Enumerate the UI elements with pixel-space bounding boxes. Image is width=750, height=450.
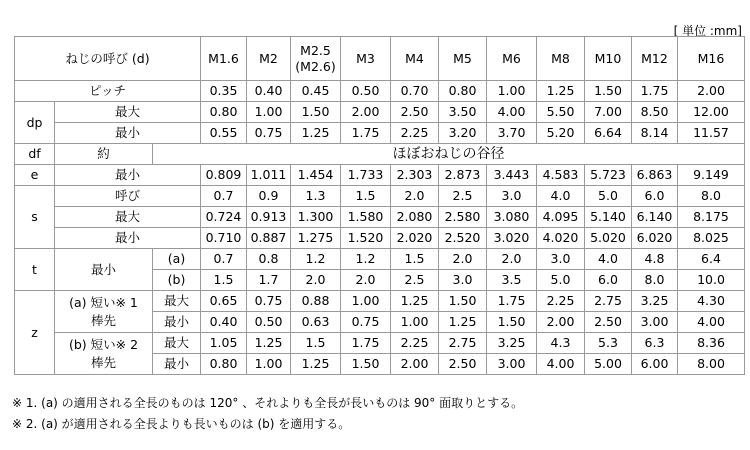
value-cell: 2.0 bbox=[291, 270, 341, 291]
z-variant-a-label: (a) 短い※ 1 棒先 bbox=[55, 291, 153, 333]
thread-size-header: ねじの呼び (d) bbox=[15, 37, 201, 81]
s-nominal-row bbox=[15, 186, 745, 207]
value-cell: 1.2 bbox=[291, 249, 341, 270]
value-cell: 0.7 bbox=[201, 249, 247, 270]
value-cell: 6.00 bbox=[632, 354, 678, 375]
value-cell: 0.75 bbox=[247, 123, 291, 144]
value-cell: 0.88 bbox=[291, 291, 341, 312]
dp-max-row bbox=[15, 102, 745, 123]
value-cell: 2.0 bbox=[391, 186, 439, 207]
footnote-1: ※ 1. (a) の適用される全長のものは 120° 、それよりも全長が長いものは 90° 面取りとする。 bbox=[12, 396, 524, 410]
value-cell: 3.25 bbox=[632, 291, 678, 312]
min-label: 最小 bbox=[55, 123, 201, 144]
value-cell: 1.25 bbox=[291, 123, 341, 144]
value-cell: 3.00 bbox=[487, 354, 537, 375]
value-cell: 2.25 bbox=[391, 333, 439, 354]
value-cell: 1.5 bbox=[391, 249, 439, 270]
value-cell: 0.45 bbox=[291, 81, 341, 102]
value-cell: 4.095 bbox=[537, 207, 585, 228]
value-cell: 1.7 bbox=[247, 270, 291, 291]
value-cell: 3.20 bbox=[439, 123, 487, 144]
df-value: ほぼおねじの谷径 bbox=[153, 144, 745, 165]
value-cell: 0.724 bbox=[201, 207, 247, 228]
value-cell: 5.20 bbox=[537, 123, 585, 144]
value-cell: 4.0 bbox=[585, 249, 632, 270]
value-cell: 0.710 bbox=[201, 228, 247, 249]
value-cell: 4.583 bbox=[537, 165, 585, 186]
value-cell: 6.140 bbox=[632, 207, 678, 228]
size-header: M3 bbox=[341, 37, 391, 81]
value-cell: 1.5 bbox=[291, 333, 341, 354]
value-cell: 0.809 bbox=[201, 165, 247, 186]
value-cell: 3.50 bbox=[439, 102, 487, 123]
value-cell: 0.50 bbox=[247, 312, 291, 333]
value-cell: 4.0 bbox=[537, 186, 585, 207]
value-cell: 1.50 bbox=[487, 312, 537, 333]
max-label: 最大 bbox=[153, 291, 201, 312]
value-cell: 5.50 bbox=[537, 102, 585, 123]
value-cell: 8.36 bbox=[678, 333, 745, 354]
value-cell: 2.5 bbox=[391, 270, 439, 291]
value-cell: 2.5 bbox=[439, 186, 487, 207]
value-cell: 4.00 bbox=[678, 312, 745, 333]
max-label: 最大 bbox=[55, 102, 201, 123]
value-cell: 0.7 bbox=[201, 186, 247, 207]
t-label: t bbox=[15, 249, 55, 291]
value-cell: 1.580 bbox=[341, 207, 391, 228]
variant-a-label: (a) bbox=[153, 249, 201, 270]
size-header: M1.6 bbox=[201, 37, 247, 81]
value-cell: 1.05 bbox=[201, 333, 247, 354]
value-cell: 1.733 bbox=[341, 165, 391, 186]
value-cell: 0.40 bbox=[201, 312, 247, 333]
value-cell: 1.5 bbox=[341, 186, 391, 207]
z-b-max-row bbox=[15, 333, 745, 354]
s-max-row bbox=[15, 207, 745, 228]
value-cell: 1.00 bbox=[247, 102, 291, 123]
value-cell: 2.00 bbox=[537, 312, 585, 333]
value-cell: 0.35 bbox=[201, 81, 247, 102]
value-cell: 12.00 bbox=[678, 102, 745, 123]
value-cell: 1.75 bbox=[341, 123, 391, 144]
value-cell: 0.887 bbox=[247, 228, 291, 249]
value-cell: 3.0 bbox=[439, 270, 487, 291]
value-cell: 3.0 bbox=[537, 249, 585, 270]
value-cell: 8.175 bbox=[678, 207, 745, 228]
df-row bbox=[15, 144, 745, 165]
value-cell: 4.8 bbox=[632, 249, 678, 270]
value-cell: 0.75 bbox=[341, 312, 391, 333]
value-cell: 0.9 bbox=[247, 186, 291, 207]
value-cell: 5.020 bbox=[585, 228, 632, 249]
size-header: M5 bbox=[439, 37, 487, 81]
df-label: df bbox=[15, 144, 55, 165]
value-cell: 1.00 bbox=[487, 81, 537, 102]
value-cell: 6.64 bbox=[585, 123, 632, 144]
pitch-row bbox=[15, 81, 745, 102]
value-cell: 1.50 bbox=[439, 291, 487, 312]
value-cell: 6.020 bbox=[632, 228, 678, 249]
value-cell: 2.0 bbox=[341, 270, 391, 291]
e-label: e bbox=[15, 165, 55, 186]
footnote-2: ※ 2. (a) が適用される全長よりも長いものは (b) を適用する。 bbox=[12, 417, 351, 431]
value-cell: 3.080 bbox=[487, 207, 537, 228]
min-label: 最小 bbox=[55, 165, 201, 186]
value-cell: 2.75 bbox=[585, 291, 632, 312]
z-a-max-row bbox=[15, 291, 745, 312]
value-cell: 1.2 bbox=[341, 249, 391, 270]
value-cell: 0.55 bbox=[201, 123, 247, 144]
header-row bbox=[15, 37, 745, 81]
value-cell: 2.50 bbox=[391, 102, 439, 123]
value-cell: 6.3 bbox=[632, 333, 678, 354]
size-header: M12 bbox=[632, 37, 678, 81]
value-cell: 1.00 bbox=[341, 291, 391, 312]
value-cell: 5.0 bbox=[537, 270, 585, 291]
nominal-label: 呼び bbox=[55, 186, 201, 207]
value-cell: 0.63 bbox=[291, 312, 341, 333]
value-cell: 4.30 bbox=[678, 291, 745, 312]
pitch-label: ピッチ bbox=[15, 81, 201, 102]
value-cell: 1.00 bbox=[247, 354, 291, 375]
value-cell: 3.00 bbox=[632, 312, 678, 333]
z-label: z bbox=[15, 291, 55, 375]
value-cell: 0.80 bbox=[201, 354, 247, 375]
value-cell: 0.75 bbox=[247, 291, 291, 312]
value-cell: 1.25 bbox=[247, 333, 291, 354]
value-cell: 2.00 bbox=[391, 354, 439, 375]
value-cell: 2.00 bbox=[341, 102, 391, 123]
value-cell: 5.723 bbox=[585, 165, 632, 186]
min-label: 最小 bbox=[55, 228, 201, 249]
value-cell: 0.50 bbox=[341, 81, 391, 102]
value-cell: 6.4 bbox=[678, 249, 745, 270]
value-cell: 2.303 bbox=[391, 165, 439, 186]
value-cell: 5.00 bbox=[585, 354, 632, 375]
value-cell: 2.25 bbox=[537, 291, 585, 312]
value-cell: 6.0 bbox=[585, 270, 632, 291]
size-header: M16 bbox=[678, 37, 745, 81]
value-cell: 1.300 bbox=[291, 207, 341, 228]
value-cell: 4.00 bbox=[537, 354, 585, 375]
value-cell: 0.913 bbox=[247, 207, 291, 228]
value-cell: 6.863 bbox=[632, 165, 678, 186]
value-cell: 1.520 bbox=[341, 228, 391, 249]
max-label: 最大 bbox=[55, 207, 201, 228]
size-header: M6 bbox=[487, 37, 537, 81]
value-cell: 3.70 bbox=[487, 123, 537, 144]
value-cell: 8.50 bbox=[632, 102, 678, 123]
value-cell: 1.25 bbox=[537, 81, 585, 102]
value-cell: 4.3 bbox=[537, 333, 585, 354]
value-cell: 6.0 bbox=[632, 186, 678, 207]
value-cell: 5.140 bbox=[585, 207, 632, 228]
value-cell: 2.0 bbox=[439, 249, 487, 270]
size-header: M2 bbox=[247, 37, 291, 81]
value-cell: 3.25 bbox=[487, 333, 537, 354]
value-cell: 1.50 bbox=[291, 102, 341, 123]
value-cell: 8.0 bbox=[632, 270, 678, 291]
approx-label: 約 bbox=[55, 144, 153, 165]
min-label: 最小 bbox=[153, 354, 201, 375]
footnotes bbox=[12, 393, 523, 435]
value-cell: 0.80 bbox=[201, 102, 247, 123]
value-cell: 3.5 bbox=[487, 270, 537, 291]
value-cell: 1.50 bbox=[341, 354, 391, 375]
value-cell: 4.020 bbox=[537, 228, 585, 249]
value-cell: 8.025 bbox=[678, 228, 745, 249]
value-cell: 2.520 bbox=[439, 228, 487, 249]
dp-label: dp bbox=[15, 102, 55, 144]
value-cell: 0.65 bbox=[201, 291, 247, 312]
value-cell: 2.080 bbox=[391, 207, 439, 228]
value-cell: 3.0 bbox=[487, 186, 537, 207]
value-cell: 1.00 bbox=[391, 312, 439, 333]
value-cell: 4.00 bbox=[487, 102, 537, 123]
value-cell: 1.75 bbox=[487, 291, 537, 312]
min-label: 最小 bbox=[153, 312, 201, 333]
value-cell: 8.14 bbox=[632, 123, 678, 144]
size-header: M8 bbox=[537, 37, 585, 81]
value-cell: 1.011 bbox=[247, 165, 291, 186]
value-cell: 9.149 bbox=[678, 165, 745, 186]
e-min-row bbox=[15, 165, 745, 186]
value-cell: 2.50 bbox=[439, 354, 487, 375]
value-cell: 0.70 bbox=[391, 81, 439, 102]
value-cell: 1.50 bbox=[585, 81, 632, 102]
value-cell: 1.25 bbox=[291, 354, 341, 375]
value-cell: 8.00 bbox=[678, 354, 745, 375]
size-header: M4 bbox=[391, 37, 439, 81]
value-cell: 0.80 bbox=[439, 81, 487, 102]
value-cell: 11.57 bbox=[678, 123, 745, 144]
set-screw-dimension-table bbox=[14, 36, 745, 375]
value-cell: 2.00 bbox=[678, 81, 745, 102]
z-variant-b-label: (b) 短い※ 2 棒先 bbox=[55, 333, 153, 375]
value-cell: 0.8 bbox=[247, 249, 291, 270]
value-cell: 7.00 bbox=[585, 102, 632, 123]
value-cell: 8.0 bbox=[678, 186, 745, 207]
unit-label: [ 単位 :mm] bbox=[673, 24, 742, 38]
variant-b-label: (b) bbox=[153, 270, 201, 291]
value-cell: 1.3 bbox=[291, 186, 341, 207]
value-cell: 2.25 bbox=[391, 123, 439, 144]
max-label: 最大 bbox=[153, 333, 201, 354]
value-cell: 5.3 bbox=[585, 333, 632, 354]
t-a-row bbox=[15, 249, 745, 270]
min-label: 最小 bbox=[55, 249, 153, 291]
s-label: s bbox=[15, 186, 55, 249]
value-cell: 2.0 bbox=[487, 249, 537, 270]
value-cell: 2.50 bbox=[585, 312, 632, 333]
value-cell: 1.75 bbox=[341, 333, 391, 354]
value-cell: 1.454 bbox=[291, 165, 341, 186]
value-cell: 1.75 bbox=[632, 81, 678, 102]
dp-min-row bbox=[15, 123, 745, 144]
value-cell: 3.020 bbox=[487, 228, 537, 249]
value-cell: 1.25 bbox=[391, 291, 439, 312]
value-cell: 2.75 bbox=[439, 333, 487, 354]
s-min-row bbox=[15, 228, 745, 249]
value-cell: 0.40 bbox=[247, 81, 291, 102]
size-header: M10 bbox=[585, 37, 632, 81]
value-cell: 1.275 bbox=[291, 228, 341, 249]
value-cell: 1.25 bbox=[439, 312, 487, 333]
value-cell: 2.580 bbox=[439, 207, 487, 228]
value-cell: 10.0 bbox=[678, 270, 745, 291]
value-cell: 2.873 bbox=[439, 165, 487, 186]
value-cell: 5.0 bbox=[585, 186, 632, 207]
value-cell: 1.5 bbox=[201, 270, 247, 291]
value-cell: 2.020 bbox=[391, 228, 439, 249]
value-cell: 3.443 bbox=[487, 165, 537, 186]
size-header: M2.5 (M2.6) bbox=[291, 37, 341, 81]
